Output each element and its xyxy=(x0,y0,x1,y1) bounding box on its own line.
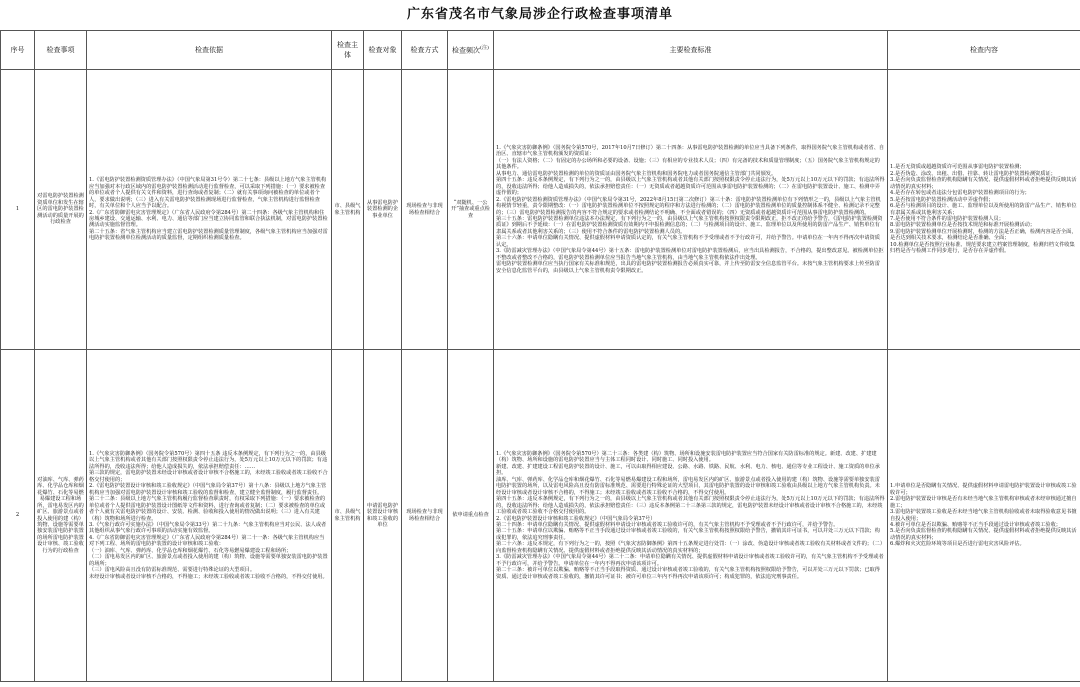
row-standard xyxy=(494,350,888,682)
header-freq-note: (注) xyxy=(480,45,489,52)
row-subject: 市、县级气象主管机构 xyxy=(332,70,364,350)
row-object: 从事雷电防护装置检测的企事业单位 xyxy=(364,70,402,350)
header-content: 检查内容 xyxy=(888,31,1080,70)
header-object: 检查对象 xyxy=(364,31,402,70)
inspection-table xyxy=(0,30,1080,682)
standard-paragraph: 从事电力、通信雷电防护装置检测的单位的资质证由国务院气象主管机构和国务院电力或者国务院通信主管部门共同颁发。 xyxy=(496,170,777,177)
basis-paragraph: 1.《雷电防护装置检测资质管理办法》（中国气象局第31号令）第二十七条：县级以上地方气象主管机构应当加强对本行政区域内的雷电防护装置检测活动进行监督检查，可以采取下列措施：（一）要求被检查的单位或者个人提供有关文件和资料，进行查询或者复制；（二）就有关事项询问被检查的单位或者个人，要求做出说明；（三）进入有关雷电防护装置检测现场进行监督检查，气象主管机构进行监督检查时，有关单位和个人应当予以配合。 xyxy=(89,177,327,210)
standard-paragraph: 3.《防雷减灾管理办法》（中国气象局令第44号）第十五条：雷电防护装置检测单位对雷电防护装置检测后，应当出具检测报告，不合格的，提出整改意见。被检测单位拒不整改或者整改不合格的，雷电防护装置检测单位应当报告当地气象主管机构，由当地气象主管机构依法作出处理。 xyxy=(496,248,884,261)
content-item: 8.雷电防护装置检测单位是否按技术规范和标准开展检测活动； xyxy=(890,222,1036,229)
standard-paragraph: 第四十五条：违反本条例规定，有下列行为之一的，由县级以上气象主管机构或者其他有关部门按照权限责令停止违法行为，处5万元以上10万元以下的罚款；有违法所得的，没收违法所得；给他人造成损失的，依法承担赔偿责任：（一）无资质或者超越资质许可范围从事雷电防护装置检测的；（二）在雷电防护装置设计、施工、检测中弄虚作假的； xyxy=(496,177,885,197)
header-basis: 检查依据 xyxy=(87,31,332,70)
content-item: 9.雷电防护装置检测单位开展检测时，检测的方法是否正确，检测内容是否全面，是否达到相关技术要求，检测结论是否准确、全面； xyxy=(890,228,1077,242)
row-content xyxy=(888,70,1080,350)
content-item: 10.检测单位是否按照行业标准、规范要求建立档案管理制度，检测归档文件收集归档是否与检测工作同步进行，是否存在弄虚作假。 xyxy=(890,241,1075,255)
row-method: 现场检查与非现场检查相结合 xyxy=(402,350,448,682)
content-item: 6.爆炸和火灾危险环境等项目是否进行雷电灾害风险评估。 xyxy=(890,541,1025,548)
content-item: 6.是否与检测项目的设计、施工、监理单位以及所使用的防雷产品生产、销售单位有隶属关系或其他利害关系； xyxy=(890,203,1077,216)
header-seq: 序号 xyxy=(1,31,35,70)
document-title: 广东省茂名市气象局涉企行政检查事项清单 xyxy=(0,0,1080,31)
basis-paragraph: 未经设计审核或者设计审核不合格的，不得施工；未经竣工验收或者竣工验收不合格的，不得交付使用。 xyxy=(89,573,328,580)
basis-paragraph: （二）雷电易发区内的矿区、旅游景点或者投入使用的建（构）筑物、设施等需要单独安装雷电防护装置的场所； xyxy=(89,554,328,567)
content-item: 3.是否向负责监督检查的机构隐瞒有关情况、提供虚假材料或者拒绝提供反映其活动情况的真实材料； xyxy=(890,177,1077,190)
basis-paragraph: 第二十五条：省气象主管机构应当建立雷电防护装置检测质量管理制度，各级气象主管机构应当加强对雷电防护装置检测单位检测活动的质量监督，定期组织检测质量检查。 xyxy=(89,228,328,242)
row-method: 现场检查与非现场检查相结合 xyxy=(402,70,448,350)
header-item: 检查事项 xyxy=(35,31,87,70)
table-row xyxy=(1,70,1080,350)
content-item: 5.是否按雷电防护装置检测活动中弄虚作假； xyxy=(890,196,994,203)
basis-paragraph: （三）雷电风险高且没有防雷标准规范、需要进行特殊论证的大型项目。 xyxy=(89,567,256,574)
content-item: 1.申请单位是否隐瞒有关情况、提供虚假材料申请雷电防护装置设计审核或竣工验收许可； xyxy=(890,483,1077,496)
standard-paragraph: 1.《气象灾害防御条例》（国务院令第570号，2017年10月7日修订）第二十四条：从事雷电防护装置检测的单位应当具备下列条件，取得国务院气象主管机构或者省、自治区、直辖市气象主管机构颁发的资质证： xyxy=(496,144,885,158)
header-freq-label: 检查频次 xyxy=(452,46,481,55)
table-header-row xyxy=(1,31,1080,70)
row-seq: 2 xyxy=(1,350,35,682)
basis-paragraph: 1.《气象灾害防御条例》（国务院令第570号）第四十五条 违反本条例规定，有下列行为之一的，由县级以上气象主管机构或者其他有关部门按照权限责令停止违法行为，处5万元以上10万元以下的罚款；有违法所得的，没收违法所得；给他人造成损失的，依法承担赔偿责任：…… xyxy=(89,450,328,470)
basis-paragraph: 4.《广东省防御雷电灾害管理规定》（广东省人民政府令第284号）第二十一条：各级气象主管机构应当对下列工程、场所的雷电防护装置的设计审核和竣工验收： xyxy=(89,534,325,548)
standard-paragraph: 1.《气象灾害防御条例》（国务院令第570号）第二十三条：各类建（构）筑物、场所和设施安装雷电防护装置应当符合国家有关防雷标准的规定。新建、改建、扩建建（构）筑物、场所和设施的雷电防护装置应当与主体工程同时设计、同时施工、同时投入使用。 xyxy=(496,450,877,464)
content-item: 4.被许可单位是否以欺骗、贿赂等不正当手段通过设计审核或者竣工验收； xyxy=(890,521,1061,528)
standard-paragraph: 雷电防护装置检测单位应当执行国家有关标准和规范，出具的雷电防护装置检测报告必须真实可靠，并上传至防雷安全信息监管平台。未按气象主管机构要求上传至防雷安全信息化监管平台的，由县级以上气象主管机构责令限期改正。 xyxy=(496,261,880,274)
standard-paragraph: 第三十六条：申请单位隐瞒有关情况、提供虚假材料申请资质认定的，有关气象主管机构不予受理或者不予行政许可，并给予警告。申请单位在一年内不得再次申请资质认定。 xyxy=(496,235,880,248)
header-subject: 检查主体 xyxy=(332,31,364,70)
standard-paragraph: 新建、改建、扩建建设工程雷电防护装置的设计、施工，可以由取得相应建设、公路、水路、铁路、民航、水利、电力、核电、通信等专业工程设计、施工资质的单位承担。 xyxy=(496,463,880,477)
header-standard: 主要检查标准 xyxy=(494,31,888,70)
row-freq: “双随机、一公开”抽查或重点检查 xyxy=(448,70,494,350)
content-item: 4.是否存在转包或者违法分包雷电防护装置检测项目的行为； xyxy=(890,190,1030,197)
row-object: 申请雷电防护装置设计审核和竣工验收的单位 xyxy=(364,350,402,682)
standard-paragraph: 3.《防雷减灾管理办法》（中国气象局令第44号）第二十二条：申请单位隐瞒有关情况、提供虚假材料申请设计审核或者竣工验收许可的，有关气象主管机构不予受理或者不予行政许可，并给予警告。申请单位在一年内不得再次申请该项许可。 xyxy=(496,554,884,567)
standard-paragraph: （一）有法人资格；（二）有固定的办公场所和必要的设备、设施；（三）有相应的专业技术人员；（四）有完备的技术和质量管理制度；（五）国务院气象主管机构规定的其他条件。 xyxy=(496,157,880,171)
basis-paragraph: 3.《气象行政许可实施办法》（中国气象局令第33号）第二十九条：气象主管机构应当对公民、法人或者其他组织从事气象行政许可事项的活动实施有效监督。 xyxy=(89,521,327,535)
content-item: 2.是否伪造、涂改、出租、出借、挂靠、转让雷电防护装置检测资质证； xyxy=(890,170,1056,177)
content-item: 2.雷电防护装置设计审核是否有未经当地气象主管机构审核或者未经审核通过擅自施工； xyxy=(890,496,1077,509)
table-row xyxy=(1,350,1080,682)
content-item: 1.是否无资质或超越资质许可范围从事雷电防护装置检测； xyxy=(890,164,1025,171)
row-standard xyxy=(494,70,888,350)
content-item: 3.雷电防护装置竣工验收是否未经当地气象主管机构验收或者未取得验收意见书擅自投入使用； xyxy=(890,509,1077,522)
standard-paragraph: 第二十三条：被许可单位以欺骗、贿赂等不正当手段取得资质、通过设计审核或者竣工验收的，有关气象主管机构按照权限给予警告，可以并处三万元以下罚款；已取得资质、通过设计审核或者竣工验收的，撤销其许可证书；被许可单位三年内不得再次申请该项许可；构成犯罪的，依法追究刑事责任。 xyxy=(496,567,880,580)
row-seq: 1 xyxy=(1,70,35,350)
standard-paragraph: 2.《雷电防护装置检测资质管理办法》（中国气象局令第31号，2022年8月15日第二次修订）第三十条：雷电防护装置检测单位有下列情形之一的，县级以上气象主管机构视情节轻重，责令限期整改：（一）雷电防护装置检测单位不按照规定的程序和方法进行检测的；（二）雷电防护装置检测单位的质量控制体系不健全、检测记录不完整的；（三）雷电防护装置检测报告的内容不符合规定的要求或者检测结论不明确、不全面或者错误的；（四）无资质或者超越资质许可范围从事雷电防护装置检测的。 xyxy=(496,196,881,216)
basis-paragraph: 第三款的规定，雷电防护装置未经设计审核或者设计审核不合格施工的，未经竣工验收或者竣工验收不合格交付使用的； xyxy=(89,470,328,483)
content-item: 5.是否向负责监督检查的机构隐瞒有关情况、提供虚假材料或者拒绝提供反映其活动情况的真实材料； xyxy=(890,528,1077,541)
standard-paragraph: 2.《雷电防护装置设计审核和竣工验收规定》（中国气象局令第37号） xyxy=(496,515,656,522)
basis-paragraph: 2.《广东省防御雷电灾害管理规定》（广东省人民政府令第284号）第二十四条：各级气象主管机构和住房城乡建设、交通运输、水利、电力、通信等部门应当建立协同监管和联合执法机制，对雷电防护装置检测活动实施监督管理。 xyxy=(89,209,328,229)
standard-paragraph: 第四十五条：违反本条例规定，有下列行为之一的，由县级以上气象主管机构或者其他有关部门按照权限责令停止违法行为，处5万元以上10万元以下的罚款；有违法所得的，没收违法所得；给他人造成损失的，依法承担赔偿责任：（三）违反本条例第二十三条第三款的规定，雷电防护装置未经设计审核或者设计审核不合格施工的，未经竣工验收或者竣工验收不合格交付使用的。 xyxy=(496,496,885,516)
standard-paragraph: 第二十五条：申请单位以欺骗、贿赂等不正当手段通过设计审核或者竣工验收的，有关气象主管机构按照权限给予警告，撤销其许可证书，可以并处三万元以下罚款；构成犯罪的，依法追究刑事责任。 xyxy=(496,528,880,541)
row-basis xyxy=(87,350,332,682)
row-content xyxy=(888,350,1080,682)
row-subject: 市、县级气象主管机构 xyxy=(332,350,364,682)
standard-paragraph: 第三十五条：雷电防护装置检测单位违法本办法规定，有下列行为之一的，由县级以上气象主管机构按照权限责令限期改正，拒不改正的给予警告，《雷电防护装置检测资质证》到期后不予延续：（一）在雷电防护装置检测资质有效期内不申报检测信息的；（二）与检测项目的设计、施工、监理单位以及所使用的防雷产品生产、销售单位有隶属关系或者其他利害关系的；（三）使用不符合条件的雷电防护装置检测人员的。 xyxy=(496,215,883,235)
standard-paragraph: 第二十四条：申请单位隐瞒有关情况、提供虚假材料申请设计审核或者竣工验收许可的，有关气象主管机构不予受理或者不予行政许可，并给予警告。 xyxy=(496,521,839,528)
basis-paragraph: （一）油库、气库、弹药库、化学品仓库和烟花爆竹、石化等易燃易爆建设工程和场所； xyxy=(89,547,292,554)
header-freq xyxy=(448,31,494,70)
row-item: 对雷电防护装置检测资质单位和发生在辖区的雷电防护装置检测活动的质量开展的行政检查 xyxy=(35,70,87,350)
row-basis xyxy=(87,70,332,350)
content-item: 7.是否使用不符合条件的雷电防护装置检测人员； xyxy=(890,215,1004,222)
row-item: 对油库、气库、弹药库、化学品仓库和烟花爆竹、石化等易燃易爆建设工程和场所，雷电易发区内的矿区、旅游景点或者投入使用的建（构）筑物、设施等需要单独安装雷电防护装置的场所雷电防护装置设计审核、竣工验收行为的行政检查 xyxy=(35,350,87,682)
row-freq: 依申请重点检查 xyxy=(448,350,494,682)
standard-paragraph: 油库、气库、弹药库、化学品仓库和烟花爆竹、石化等易燃易爆建设工程和场所，雷电易发区内的矿区、旅游景点或者投入使用的建（构）筑物、设施等需要单独安装雷电防护装置的场所，以及雷电风险高且没有防雷标准规范、需要进行特殊论证的大型项目，其雷电防护装置的设计审核和竣工验收由县级以上地方气象主管机构负责。未经设计审核或者设计审核不合格的，不得施工；未经竣工验收或者竣工验收不合格的，不得交付使用。 xyxy=(496,476,880,496)
basis-paragraph: 第二十二条：县级以上地方气象主管机构履行监督检查职责时，有权采取下列措施：（一）要求被检查的单位或者个人提供雷电防护装置设计图纸等文件和资料，进行查询或者复制；（二）要求被检查的单位或者个人就有关雷电防护装置的设计、安装、检测、验收和投入使用的情况做出说明；（三）进入有关建（构）筑物和场所进行检查。 xyxy=(89,496,326,522)
standard-paragraph: 第二十六条：违反本规定，有下列行为之一的，按照《气象灾害防御条例》第四十五条规定进行处罚：（一）涂改、伪造设计审核或者竣工验收有关材料或者文件的；（二）向监督检查机构隐瞒有关情况、提供虚假材料或者拒绝提供反映其活动情况的真实材料的； xyxy=(496,541,883,554)
header-method: 检查方式 xyxy=(402,31,448,70)
basis-paragraph: 2.《雷电防护装置设计审核和竣工验收规定》（中国气象局令第37号）第十八条：县级以上地方气象主管机构应当加强对雷电防护装置设计审核和竣工验收的监督和检查，建立健全监督制度，履行监督责任。 xyxy=(89,483,327,496)
